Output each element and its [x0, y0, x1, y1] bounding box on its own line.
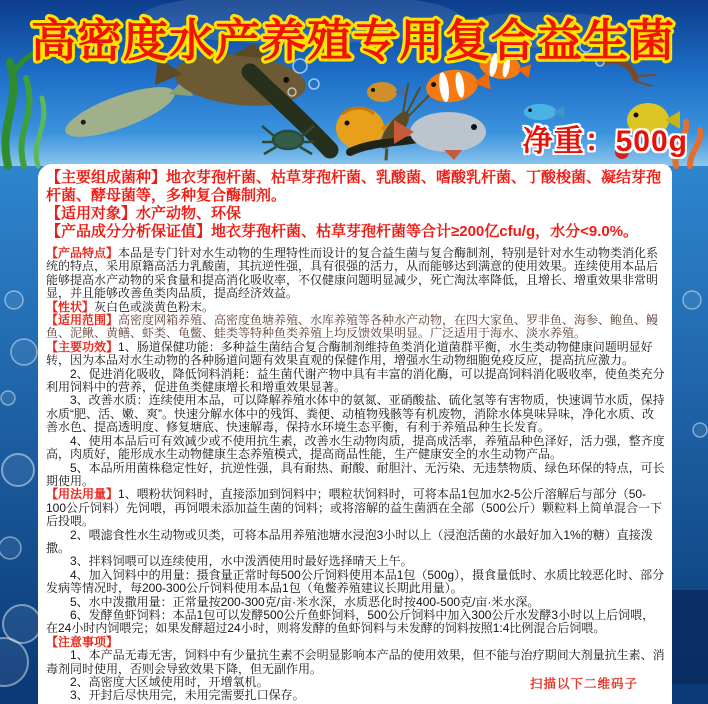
effects-item-3: 3、改善水质：连续使用本品，可以降解养殖水体中的氨氮、亚硝酸盐、硫化氢等有害物质，快速调节水质，保持水质“肥、活、嫩、爽”。快速分解水体中的残饵、粪便、动植物残骸等有机废物，消除水体臭味异味，净化水质、改善水色、提高透明度、修复塘底、快速解毒，保持水环境生态平衡，有利于养殖品种生长发育。 [46, 393, 665, 435]
usage-item-1: 1、喂粉状饲料时，直接添加到饲料中；喂粒状饲料时，可将本品1包加水2-5公斤溶解后与部分（50-100公斤饲料）先饲喂，再饲喂未添加益生菌的饲料；或将溶解的益生菌洒在全部（500公斤）颗粒料上简单混合一下后投喂。 [46, 487, 663, 529]
section-target-text: 水产动物、环保 [136, 205, 242, 222]
qr-code-note: 扫描以下二维码子 [529, 677, 638, 691]
section-appearance-header: 【性状】 [46, 299, 95, 314]
section-scope-text: 高密度网箱养殖、高密度鱼塘养殖、水库养殖等各种水产动物，在四大家鱼、罗非鱼、海参、鲍鱼、鳗鱼、泥鳅、黄鳝、虾类、龟鳖、蛙类等特种鱼类养殖上均反馈效果明显。广泛适用于海水、淡水养殖。 [46, 313, 659, 341]
section-appearance-text: 灰白色或淡黄色粉末。 [94, 299, 215, 314]
section-features-text: 本品是专门针对水生动物的生理特性而设计的复合益生菌与复合酶制剂，特别是针对水生动物类消化系统的特点，采用原籍高活力乳酸菌，其抗逆性强，具有很强的活力，从而能够达到满意的使用效果。连续使用本品后能够提高水产动物的采食量和提高消化吸收率，不仅健康问题明显减少，死亡淘汰率降低，且增长、增重效果非常明显，并且能够改善鱼类肉品质，提高经济效益。 [46, 246, 659, 301]
section-composition [46, 169, 665, 205]
section-effects [46, 341, 665, 368]
usage-item-6: 6、发酵鱼虾饲料：本品1包可以发酵500公斤鱼虾饲料，500公斤饲料中加入300公斤水发酵3小时以上后饲喂，在24小时内饲喂完；如果发酵超过24小时，则将发酵的鱼虾饲料与未发酵的饲料按照1:4比例混合后饲喂。 [46, 607, 655, 636]
product-title: 高密度水产养殖专用复合益生菌 [30, 15, 676, 66]
section-usage [46, 488, 665, 528]
effects-item-1: 1、肠道保健功能：多种益生菌结合复合酶制剂维持鱼类消化道菌群平衡，水生类动物健康问题明显好转，因为本品对水生动物的各种肠道问题有效果直观的保健作用，增强水生动物细胞免疫反应，提高抗应激力。 [46, 339, 653, 368]
usage-item-2: 2、喂滤食性水生动物或贝类，可将本品用养殖池塘水浸泡3小时以上（浸泡活菌的水最好加入1%的糖）直接泼撒。 [46, 527, 653, 555]
section-guarantee-header: 【产品成分分析保证值】 [46, 223, 212, 240]
section-notes-header: 【注意事项】 [46, 634, 119, 649]
usage-item-3: 3、拌料饲喂可以连续使用，水中泼洒使用时最好选择晴天上午。 [70, 554, 413, 569]
section-features-header: 【产品特点】 [46, 246, 119, 260]
section-features [46, 247, 665, 301]
section-effects-header: 【主要功效】 [46, 339, 119, 354]
section-target [46, 205, 665, 223]
effects-item-5: 5、本品所用菌株稳定性好，抗逆性强，具有耐热、耐酸、耐胆汁、无污染、无违禁物质、绿色环保的特点，可长期使用。 [46, 460, 665, 488]
section-guarantee-text: 地衣芽孢杆菌、枯草芽孢杆菌等合计≥200亿cfu/g，水分<9.0%。 [211, 223, 639, 240]
notes-item-2: 2、高密度大区域使用时，开增氧机。 [70, 675, 269, 689]
notes-item-1: 1、本产品无毒无害，饲料中有少量抗生素不会明显影响本产品的使用效果，但不能与治疗期间大剂量抗生素、消毒剂同时使用，否则会导致效果下降，但无副作用。 [46, 648, 665, 676]
section-composition-text: 地衣芽孢杆菌、枯草芽孢杆菌、乳酸菌、嗜酸乳杆菌、丁酸梭菌、凝结芽孢杆菌、酵母菌等，多种复合酶制剂。 [46, 169, 662, 204]
section-scope-header: 【适用范围】 [46, 313, 119, 328]
content-panel [38, 164, 672, 704]
usage-item-5: 5、水中泼撒用量：正常量按200-300克/亩·米水深，水质恶化时按400-500克/亩·米水深。 [70, 594, 540, 609]
section-usage-header: 【用法用量】 [46, 487, 119, 502]
section-scope [46, 314, 665, 341]
section-composition-header: 【主要组成菌种】 [46, 169, 167, 186]
effects-item-4: 4、使用本品后可有效减少或不使用抗生素，改善水生动物肉质，提高成活率，养殖品种色泽好，活力强，整齐度高，肉质好，能形成水生动物健康生态养殖模式，提高商品性能，生产健康安全的水生动物产品。 [46, 433, 665, 462]
net-weight-label: 净重：500g [522, 125, 688, 158]
notes-item-3: 3、开封后尽快用完，未用完需要扎口保存。 [70, 688, 305, 703]
effects-item-2: 2、促进消化吸收，降低饲料消耗：益生菌代谢产物中具有丰富的消化酶，可以提高饲料消化吸收率，使鱼类充分利用饲料中的营养，促进鱼类健康增长和增重效果显著。 [46, 366, 665, 395]
title-banner [0, 4, 708, 76]
section-target-header: 【适用对象】 [46, 205, 137, 222]
section-guarantee [46, 223, 665, 241]
usage-item-4: 4、加入饲料中的用量：摄食量正常时每500公斤饲料使用本品1包（500g），摄食量低时、水质比较恶化时、部分发病等情况时，每200-300公斤饲料使用本品1包（龟鳖养殖建议长期此用量）。 [46, 567, 665, 596]
